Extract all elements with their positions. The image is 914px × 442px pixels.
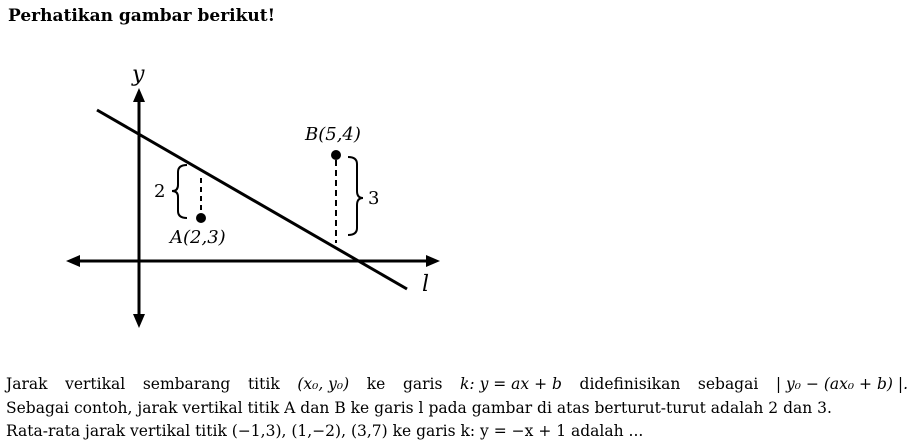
- word: vertikal: [65, 375, 126, 393]
- point-b-label: B(5,4): [305, 124, 361, 145]
- page-title: Perhatikan gambar berikut!: [8, 6, 276, 26]
- word: sebagai: [697, 375, 759, 393]
- math-line-equation: k: y = ax + b: [460, 375, 562, 393]
- distance-b-label: 3: [368, 188, 380, 209]
- point-a: [196, 213, 206, 223]
- math-distance-formula: | y₀ − (ax₀ + b) |.: [775, 375, 908, 393]
- word: garis: [402, 375, 443, 393]
- line-l-label: l: [422, 272, 430, 297]
- point-a-label: A(2,3): [170, 227, 226, 248]
- x-axis-arrow-left: [66, 255, 80, 267]
- word: ke: [366, 375, 386, 393]
- word: didefinisikan: [579, 375, 681, 393]
- paragraph-line-1: [6, 373, 908, 395]
- paragraph-line-3: Rata-rata jarak vertikal titik (−1,3), (1,−2), (3,7) ke garis k: y = −x + 1 adalah ...: [6, 422, 644, 440]
- x-axis-arrow-right: [426, 255, 440, 267]
- y-axis-arrow-up: [133, 88, 145, 102]
- word: Jarak: [6, 375, 48, 393]
- word: sembarang: [142, 375, 231, 393]
- distance-a-label: 2: [154, 181, 166, 202]
- y-axis-label: y: [132, 62, 145, 87]
- brace-b: [348, 157, 363, 235]
- paragraph-line-2: Sebagai contoh, jarak vertikal titik A dan B ke garis l pada gambar di atas berturut-turut adalah 2 dan 3.: [6, 399, 832, 417]
- word: titik: [247, 375, 280, 393]
- y-axis-arrow-down: [133, 314, 145, 328]
- brace-a: [172, 165, 187, 218]
- point-b: [331, 150, 341, 160]
- math-point: (x₀, y₀): [297, 375, 350, 393]
